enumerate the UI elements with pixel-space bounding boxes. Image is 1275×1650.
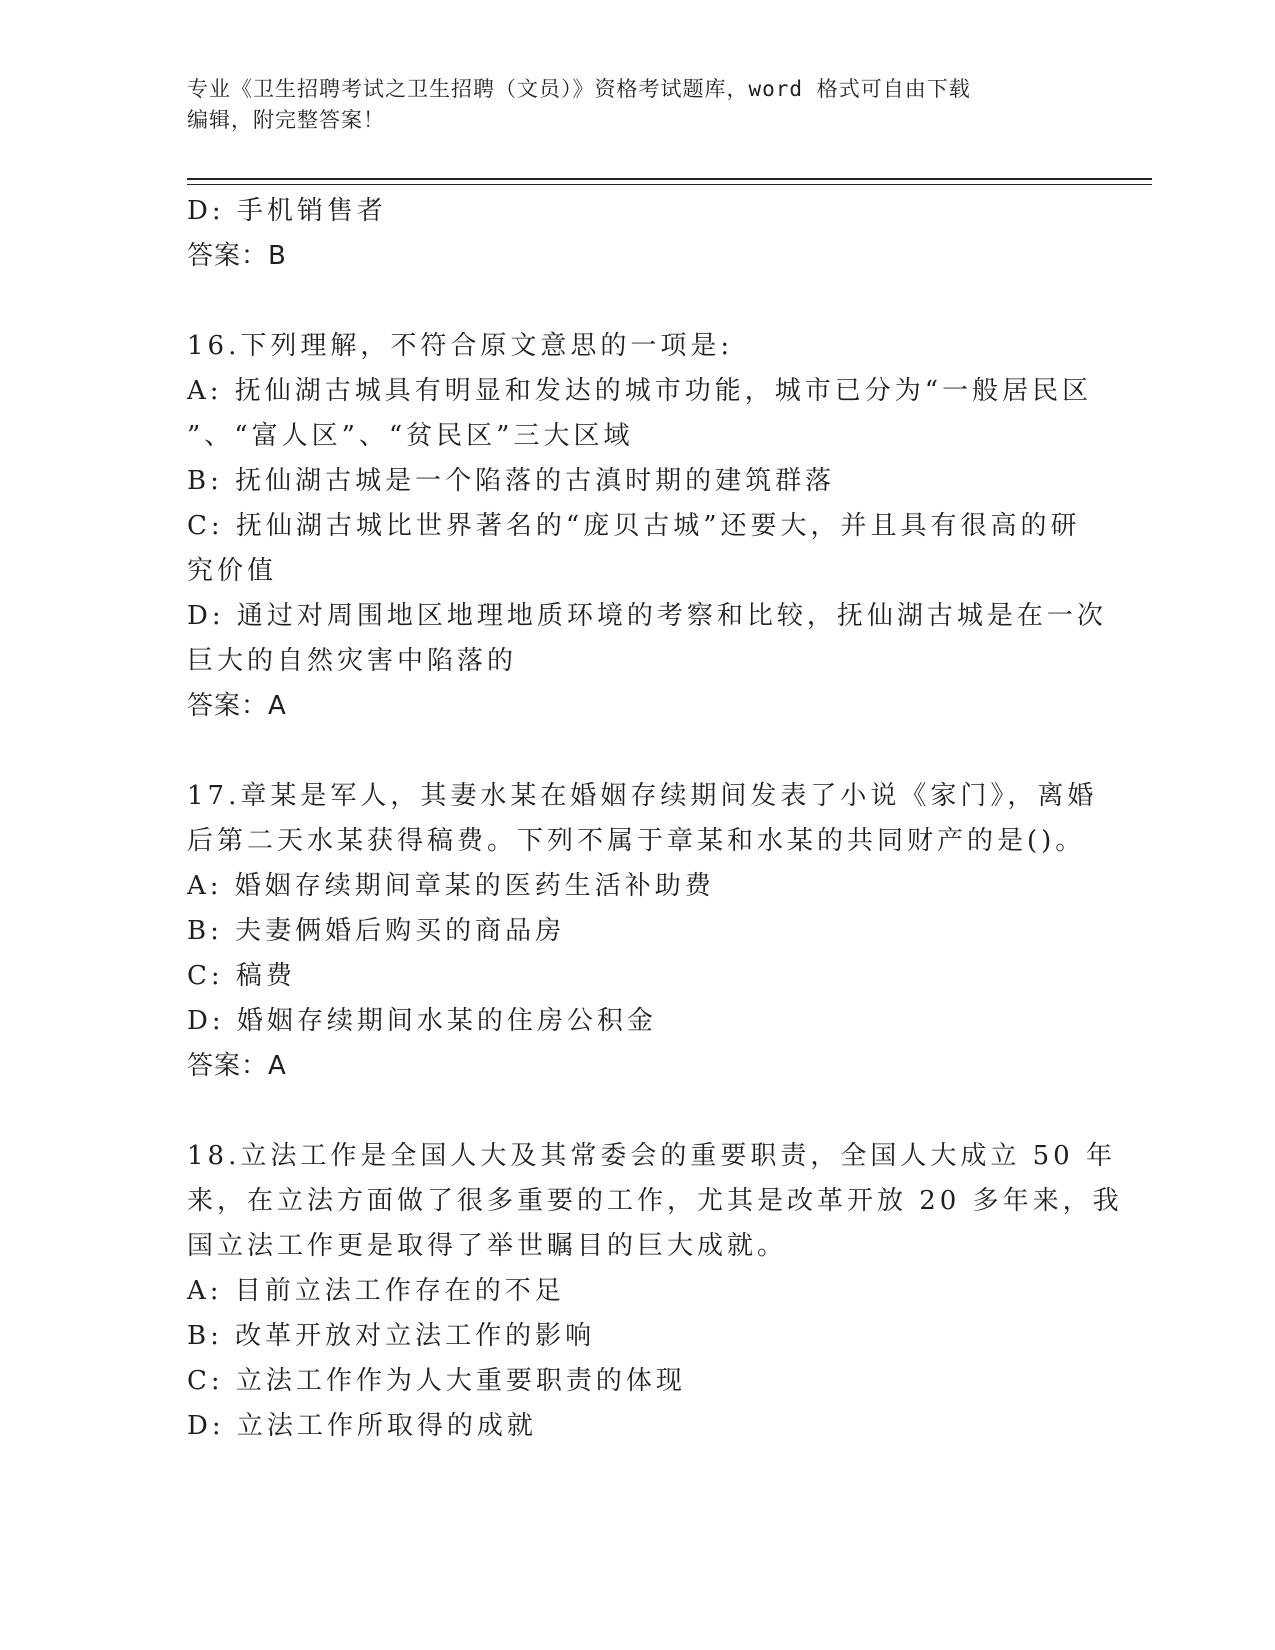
answer: 答案：A — [187, 1051, 287, 1081]
option-d-continued: 巨大的自然灾害中陷落的 — [187, 646, 518, 676]
header-line-2: 编辑，附完整答案！ — [187, 108, 385, 132]
spacer — [187, 729, 1087, 774]
option-c: C: 稿费 — [187, 961, 296, 991]
option-d: D: 婚姻存续期间水某的住房公积金 — [187, 1006, 657, 1036]
spacer — [187, 279, 1087, 324]
question-16 — [187, 324, 1107, 729]
option-b: B: 抚仙湖古城是一个陷落的古滇时期的建筑群落 — [187, 466, 836, 496]
option-a-continued: ”、“富人区”、“贫民区”三大区域 — [187, 421, 634, 451]
option-a: A: 抚仙湖古城具有明显和发达的城市功能，城市已分为“一般居民区 — [187, 376, 1093, 406]
prev-option-d: D: 手机销售者 — [187, 196, 387, 226]
question-stem: 18.立法工作是全国人大及其常委会的重要职责，全国人大成立 50 年 — [187, 1141, 1116, 1171]
option-c: C: 立法工作作为人大重要职责的体现 — [187, 1366, 686, 1396]
question-stem-continued: 来，在立法方面做了很多重要的工作，尤其是改革开放 20 多年来，我 — [187, 1186, 1123, 1216]
option-b: B: 改革开放对立法工作的影响 — [187, 1321, 596, 1351]
question-stem-continued: 后第二天水某获得稿费。下列不属于章某和水某的共同财产的是()。 — [187, 826, 1086, 856]
option-d: D: 通过对周围地区地理地质环境的考察和比较，抚仙湖古城是在一次 — [187, 601, 1107, 631]
prev-answer: 答案：B — [187, 241, 287, 271]
option-a: A: 婚姻存续期间章某的医药生活补助费 — [187, 871, 715, 901]
header-divider-thick — [187, 178, 1152, 180]
question-18 — [187, 1134, 1123, 1449]
header-line-1: 专业《卫生招聘考试之卫生招聘（文员）》资格考试题库，word 格式可自由下载 — [187, 77, 971, 101]
spacer — [187, 1089, 1087, 1134]
answer: 答案：A — [187, 691, 287, 721]
question-17 — [187, 774, 1098, 1089]
option-c: C: 抚仙湖古城比世界著名的“庞贝古城”还要大，并且具有很高的研 — [187, 511, 1081, 541]
option-c-continued: 究价值 — [187, 556, 278, 586]
option-b: B: 夫妻俩婚后购买的商品房 — [187, 916, 566, 946]
header-divider-thin — [187, 184, 1152, 185]
question-stem: 16.下列理解，不符合原文意思的一项是: — [187, 331, 734, 361]
option-d: D: 立法工作所取得的成就 — [187, 1411, 537, 1441]
question-body — [187, 189, 1123, 1449]
question-stem: 17.章某是军人，其妻水某在婚姻存续期间发表了小说《家门》，离婚 — [187, 781, 1098, 811]
question-stem-continued: 国立法工作更是取得了举世瞩目的巨大成就。 — [187, 1231, 788, 1261]
document-header — [187, 74, 1067, 136]
option-a: A: 目前立法工作存在的不足 — [187, 1276, 565, 1306]
